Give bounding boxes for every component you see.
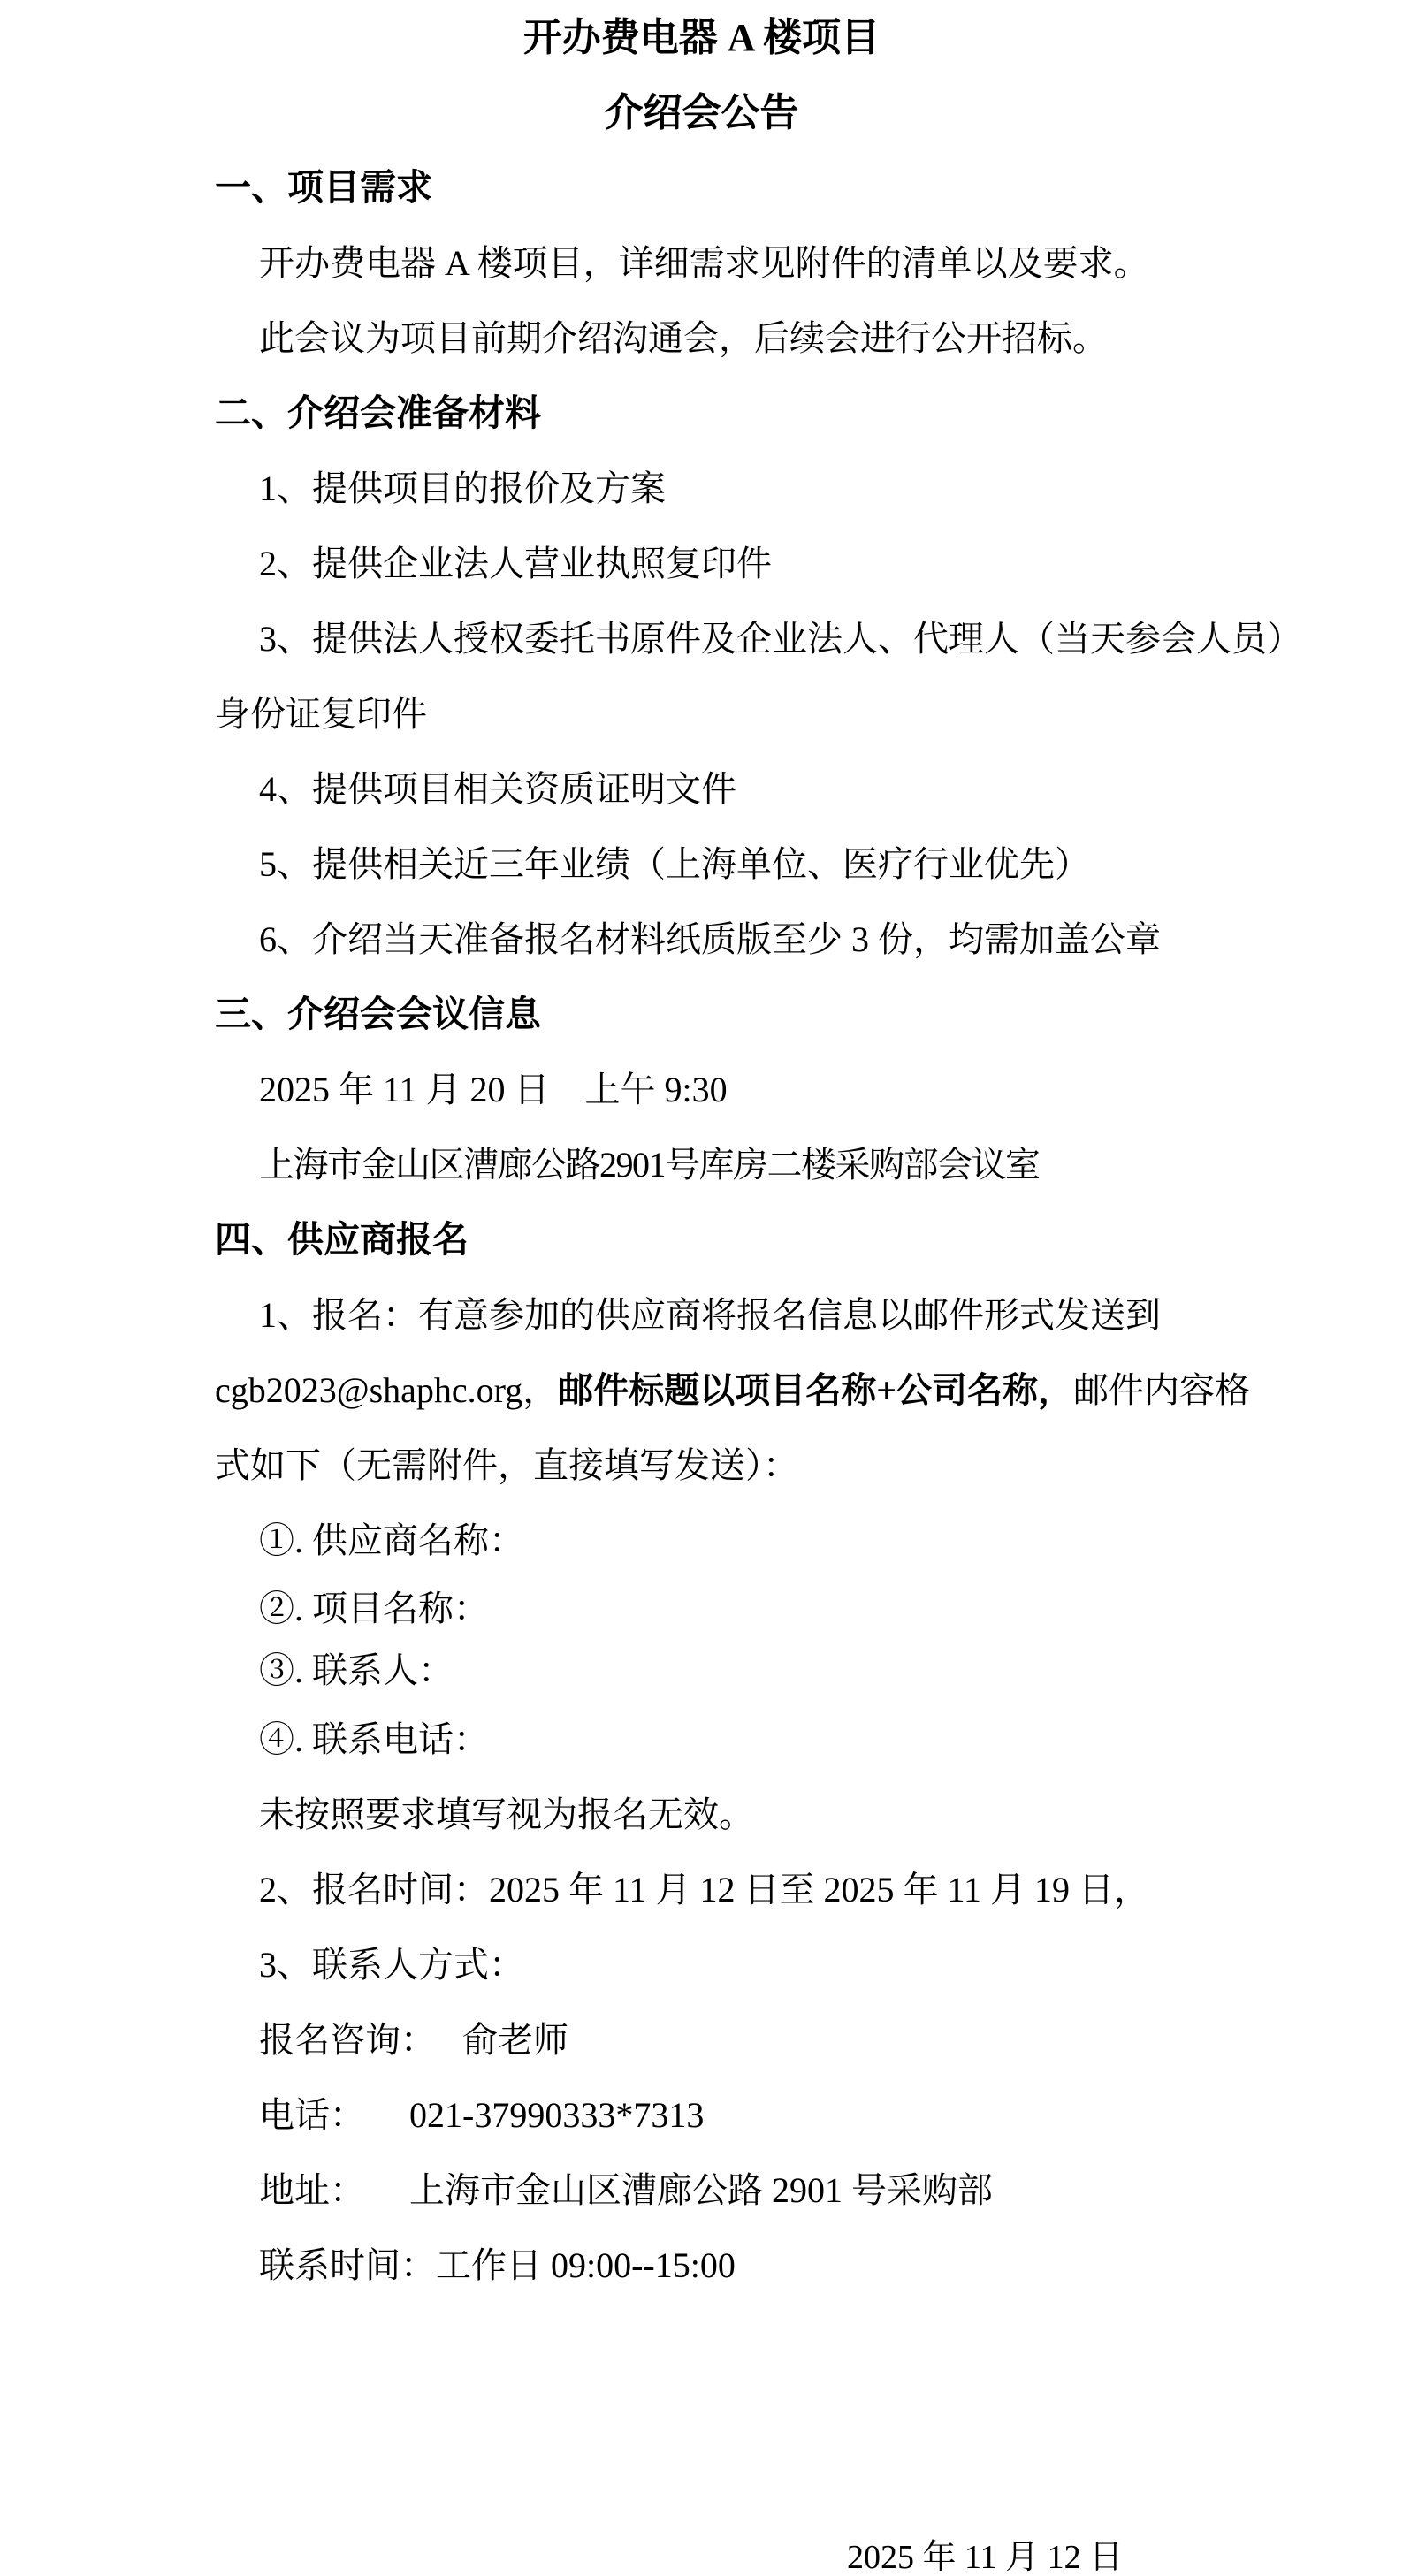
contact-address: 地址： 上海市金山区漕廊公路 2901 号采购部 (259, 2170, 993, 2210)
section4-heading: 四、供应商报名 (215, 1219, 469, 1260)
invalid-registration-note: 未按照要求填写视为报名无效。 (259, 1795, 754, 1834)
form-field-project-name: ②. 项目名称： (259, 1589, 489, 1628)
form-field-supplier-name: ①. 供应商名称： (259, 1520, 524, 1560)
doc-title-line2: 介绍会公告 (604, 91, 799, 134)
section1-paragraph-2: 此会议为项目前期介绍沟通会，后续会进行公开招标。 (259, 318, 1108, 358)
section4-item-1-continuation: 式如下（无需附件，直接填写发送）： (215, 1445, 798, 1485)
section2-item-3: 3、提供法人授权委托书原件及企业法人、代理人（当天参会人员） (259, 619, 1302, 659)
section4-item-2: 2、报名时间：2025 年 11 月 12 日至 2025 年 11 月 19 日， (259, 1870, 1150, 1909)
contact-consultant: 报名咨询： 俞老师 (259, 2020, 568, 2060)
email-content-lead: 邮件内容格 (1073, 1370, 1251, 1410)
form-field-contact-phone: ④. 联系电话： (259, 1719, 489, 1759)
meeting-datetime: 2025 年 11 月 20 日 上午 9:30 (259, 1070, 728, 1109)
meeting-location: 上海市金山区漕廊公路2901号库房二楼采购部会议室 (259, 1145, 1040, 1185)
form-field-contact-person: ③. 联系人： (259, 1650, 454, 1690)
registration-email-line (215, 1353, 1251, 1428)
section4-item-1: 1、报名：有意参加的供应商将报名信息以邮件形式发送到 (259, 1295, 1161, 1335)
email-subject-requirement: 邮件标题以项目名称+公司名称， (558, 1370, 1074, 1410)
section2-item-5: 5、提供相关近三年业绩（上海单位、医疗行业优先） (259, 844, 1090, 884)
section2-heading: 二、介绍会准备材料 (215, 392, 541, 433)
doc-title-line1: 开办费电器 A 楼项目 (522, 16, 881, 59)
contact-hours: 联系时间：工作日 09:00--15:00 (259, 2245, 736, 2285)
section3-heading: 三、介绍会会议信息 (215, 994, 541, 1034)
section2-item-6: 6、介绍当天准备报名材料纸质版至少 3 份，均需加盖公章 (259, 919, 1161, 959)
document-body (215, 0, 1302, 2303)
section2-item-4: 4、提供项目相关资质证明文件 (259, 769, 736, 809)
section2-item-2: 2、提供企业法人营业执照复印件 (259, 544, 772, 583)
section1-paragraph-1: 开办费电器 A 楼项目，详细需求见附件的清单以及要求。 (259, 243, 1149, 283)
registration-email-address: cgb2023@shaphc.org， (215, 1370, 559, 1410)
section4-item-3: 3、联系人方式： (259, 1945, 524, 1985)
contact-phone-number: 电话： 021-37990333*7313 (259, 2095, 705, 2135)
document-issue-date: 2025 年 11 月 12 日 (847, 2539, 1124, 2576)
section1-heading: 一、项目需求 (215, 167, 432, 208)
section2-item-1: 1、提供项目的报价及方案 (259, 469, 666, 508)
section2-item-3-continuation: 身份证复印件 (215, 694, 427, 734)
